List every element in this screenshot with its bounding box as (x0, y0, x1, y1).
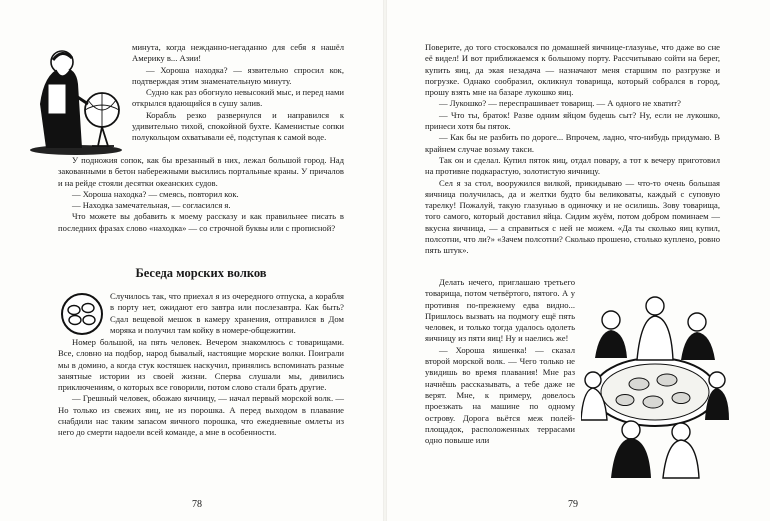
paragraph: Сел я за стол, вооружился вилкой, прикидываю — что-то очень большая яичница получилась, да и желтки будто бы великоваты, каждый с суповую тарелку! Пожалуй, такую глазунью в одиночку и не осилишь. Зову товарища, того самого, который доставил яйца. Сидим жуём, потом добром поминаем — вкусна яичница, — а справиться с ней не можем. «Да ты сколько яиц купил, полсотни, что ли?» «Зачем полсотни? Сколько прошено, столько куплено, ровно пять штук». (425, 177, 720, 256)
left-text-intro (110, 291, 344, 336)
paragraph: Что можете вы добавить к моему рассказу и как правильнее писать в последних фразах слово «находка» — со строчной буквы или с прописной? (58, 211, 344, 233)
page-number: 79 (568, 499, 578, 510)
paragraph: — Что ты, браток! Разве одним яйцом будешь сыт? Ну, если не лукошко, принеси хотя бы пяток. (425, 109, 720, 132)
paragraph: — Как бы не разбить по дороге... Впрочем, ладно, что-нибудь придумаю. В крайнем случае возьму такси. (425, 132, 720, 154)
paragraph: минута, когда нежданно-негаданно для себя я нашёл Америку в... Азии! (132, 42, 344, 64)
paragraph: — Хороша яишенка! — сказал второй морской волк. — Чего только не увидишь во время плавания! Мне раз начнёшь рассказывать, а тебе даже не верят. Мне, к примеру, довелось проезжать на машине по одному острову. Дорога вьётся меж полей-площадок, расположенных террасами одно повыше или (425, 344, 575, 446)
paragraph: Судно как раз обогнуло невысокий мыс, и перед нами открылся вдающийся в сушу залив. (132, 87, 344, 109)
right-text-top (425, 42, 720, 257)
paragraph: Случилось так, что приехал я из очередного отпуска, а корабля в порту нет, ожидают его завтра или послезавтра. Как быть? Сдал вещевой мешок в камеру хранения, отправился в Дом моряка и получил там койку в номере-общежитии. (110, 291, 344, 335)
right-text-narrow (425, 277, 575, 446)
right-page (385, 0, 770, 521)
paragraph: Корабль резко развернулся и направился к удивительно тихой, спокойной бухте. Каменистые сопки полукольцом охватывали её, подступая к самой воде. (132, 109, 344, 143)
paragraph: Делать нечего, приглашаю третьего товарища, потом четвёртого, пятого. А у противня по-прежнему едва видно... Пришлось вызвать на подмогу ещё пять человек, и только тогда удалось одолеть яичницу из пяти яиц! Ну и наелись же! (425, 277, 575, 344)
left-text-bottom (58, 337, 344, 439)
scholar-globe-illustration (26, 44, 126, 156)
paragraph: Номер большой, на пять человек. Вечером знакомлюсь с товарищами. Все, словно на подбор, народ бывалый, настоящие морские волки. Поиграли мы в домино, а когда стук костяшек наскучил, принялись вспоминать разные занятные истории из своей жизни. Сперва слушали мы, дивились приключениям, о которых все говорили, потом слово стали брать другие. (58, 337, 344, 393)
paragraph: — Грешный человек, обожаю яичницу, — начал первый морской волк. — Но только из свежих яиц, не из порошка. А перед выходом в плавание снабдили нас таким запасом яичного порошка, что ежедневные омлеты из него до смерти надоели всей команде, а мне в особенности. (58, 393, 344, 438)
left-text-top (132, 42, 344, 144)
eggs-in-circle-icon (60, 292, 104, 336)
paragraph: У подножия сопок, как бы врезанный в них, лежал большой город. Над закованными в бетон набережными высились портальные краны. У причалов и на рейде стояли десятки океанских судов. (58, 155, 344, 188)
section-heading: Беседа морских волков (135, 266, 267, 280)
left-text-full (58, 155, 344, 234)
paragraph: — Хороша находка? — язвительно спросил кок, подтверждая этим знаменательную минуту. (132, 64, 344, 86)
sailors-eating-omelette-illustration (581, 280, 729, 480)
paragraph: — Находка замечательная, — согласился я. (72, 200, 231, 211)
paragraph: Так он и сделал. Купил пяток яиц, отдал повару, а тот к вечеру приготовил на противне подкарастую, золотистую яичницу. (425, 154, 720, 177)
paragraph: — Хороша находка? — смеясь, повторил кок. (72, 188, 239, 199)
paragraph: — Лукошко? — переспрашивает товарищ. — А одного не хватит? (439, 98, 681, 109)
paragraph: Поверите, до того стосковался по домашней яичнице-глазунье, что даже во сне её видел! И вот приближаемся к большому порту. Рассчитываю сойти на берег, купить яиц, да экая незадача — назначают меня старшим по разгрузке и погрузке. Однако сообразил, окликнул товарища, который собрался в город, прошу взять мне на базаре лукошко яиц. (425, 42, 720, 98)
page-number: 78 (192, 499, 202, 510)
